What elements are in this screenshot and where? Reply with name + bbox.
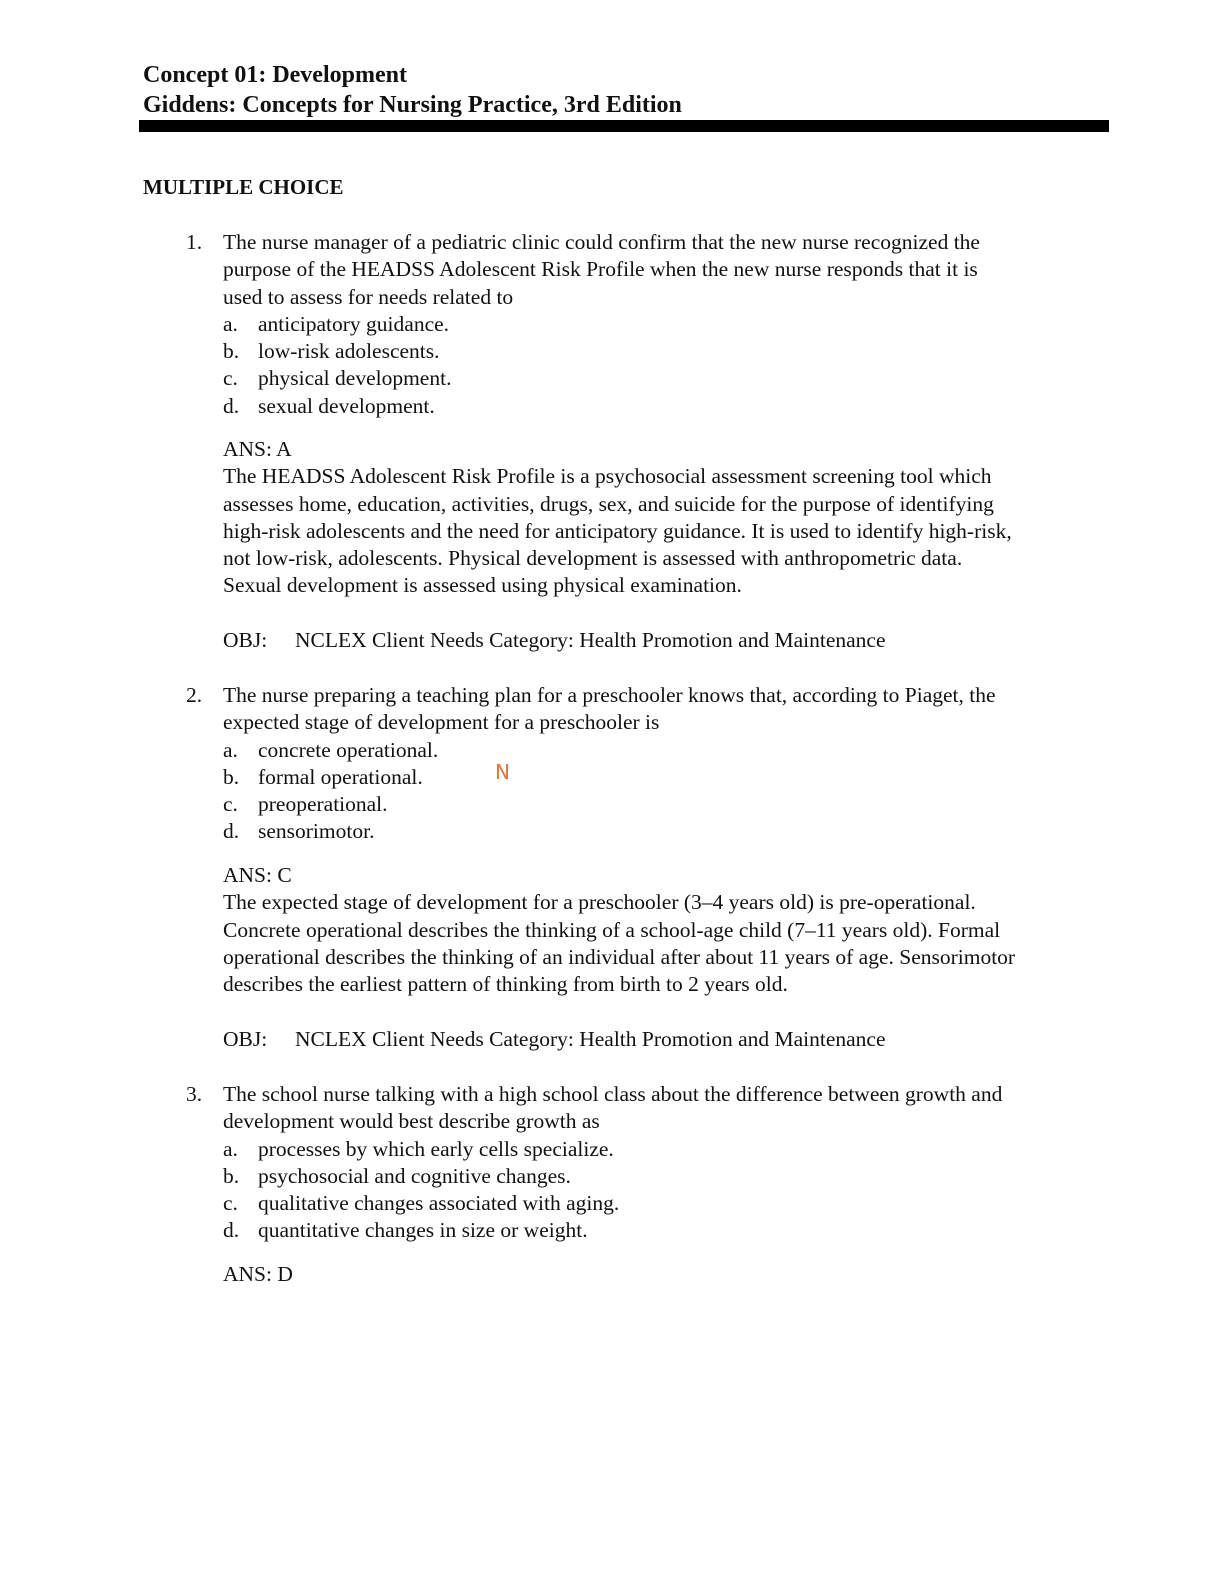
answer-key: ANS: C (223, 863, 292, 887)
choice-d (223, 1217, 1123, 1244)
rationale-line: assesses home, education, activities, drugs, sex, and suicide for the purpose of identifying (223, 491, 994, 516)
document-header (143, 60, 1109, 120)
choice-letter: a. (223, 1136, 238, 1161)
question-1 (223, 229, 1123, 420)
choice-letter: a. (223, 311, 238, 336)
choice-c (223, 365, 1123, 392)
rationale-line: not low-risk, adolescents. Physical development is assessed with anthropometric data. (223, 546, 963, 571)
question-1-number: 1. (186, 230, 203, 254)
choice-text: concrete operational. (258, 737, 439, 762)
choice-text: formal operational. (258, 764, 423, 789)
question-stem-line: The nurse manager of a pediatric clinic could confirm that the new nurse recognized the (223, 230, 980, 254)
choice-a (223, 311, 1123, 338)
rationale-line: Sexual development is assessed using physical examination. (223, 573, 742, 598)
choice-d (223, 393, 1123, 420)
question-2 (223, 682, 1123, 846)
choice-letter: a. (223, 737, 238, 762)
objective-text: NCLEX Client Needs Category: Health Promotion and Maintenance (295, 1027, 886, 1051)
question-stem-line: purpose of the HEADSS Adolescent Risk Profile when the new nurse responds that it is (223, 257, 978, 282)
rationale-line: operational describes the thinking of an individual after about 11 years of age. Sensorimotor (223, 944, 1016, 969)
question-3-answer-block (223, 1261, 1123, 1288)
question-stem-line: expected stage of development for a preschooler is (223, 710, 660, 735)
section-title: MULTIPLE CHOICE (143, 175, 344, 199)
choice-a (223, 1136, 1123, 1163)
choice-text: processes by which early cells specialize. (258, 1136, 614, 1161)
question-stem-line: used to assess for needs related to (223, 284, 514, 309)
question-stem-line: development would best describe growth as (223, 1109, 600, 1134)
question-3 (223, 1081, 1123, 1245)
header-divider (139, 120, 1109, 132)
choice-text: quantitative changes in size or weight. (258, 1218, 588, 1243)
choice-text: physical development. (258, 366, 452, 391)
objective-text: NCLEX Client Needs Category: Health Promotion and Maintenance (295, 628, 886, 652)
choice-letter: d. (223, 1218, 240, 1243)
objective-label: OBJ: (223, 1027, 268, 1051)
answer-key: ANS: D (223, 1262, 293, 1286)
question-1-answer-block (223, 436, 1123, 600)
choice-text: anticipatory guidance. (258, 311, 450, 336)
question-stem-line: The nurse preparing a teaching plan for a preschooler knows that, according to Piaget, the (223, 683, 996, 707)
choice-c (223, 791, 1123, 818)
book-title: Giddens: Concepts for Nursing Practice, 3rd Edition (143, 92, 682, 118)
choice-text: psychosocial and cognitive changes. (258, 1163, 571, 1188)
choice-d (223, 818, 1123, 845)
choice-a (223, 737, 1123, 764)
rationale-line: The HEADSS Adolescent Risk Profile is a psychosocial assessment screening tool which (223, 464, 992, 489)
choice-b (223, 1163, 1123, 1190)
rationale-line: high-risk adolescents and the need for anticipatory guidance. It is used to identify high-risk, (223, 518, 1012, 543)
choice-letter: c. (223, 366, 238, 391)
rationale-line: describes the earliest pattern of thinking from birth to 2 years old. (223, 972, 788, 997)
choice-letter: d. (223, 393, 240, 418)
answer-key: ANS: A (223, 437, 292, 461)
choice-letter: c. (223, 1191, 238, 1216)
choice-b (223, 764, 1123, 791)
choice-text: qualitative changes associated with aging. (258, 1191, 620, 1216)
question-1-objective (223, 627, 1123, 654)
choice-letter: b. (223, 339, 240, 364)
choice-letter: d. (223, 819, 240, 844)
choice-c (223, 1190, 1123, 1217)
rationale-line: Concrete operational describes the thinking of a school-age child (7–11 years old). Formal (223, 917, 1001, 942)
choice-b (223, 338, 1123, 365)
concept-title: Concept 01: Development (143, 62, 407, 88)
choice-letter: b. (223, 764, 240, 789)
choice-letter: c. (223, 792, 238, 817)
choice-text: sensorimotor. (258, 819, 375, 844)
question-2-number: 2. (186, 683, 203, 707)
question-2-answer-block (223, 862, 1123, 998)
annotation-mark: N (495, 760, 510, 784)
choice-text: low-risk adolescents. (258, 339, 440, 364)
choice-letter: b. (223, 1163, 240, 1188)
question-3-number: 3. (186, 1082, 203, 1106)
question-stem-line: The school nurse talking with a high school class about the difference between growth and (223, 1082, 1003, 1106)
question-2-objective (223, 1026, 1123, 1053)
choice-text: sexual development. (258, 393, 435, 418)
objective-label: OBJ: (223, 628, 268, 652)
choice-text: preoperational. (258, 792, 388, 817)
rationale-line: The expected stage of development for a preschooler (3–4 years old) is pre-operational. (223, 890, 976, 915)
